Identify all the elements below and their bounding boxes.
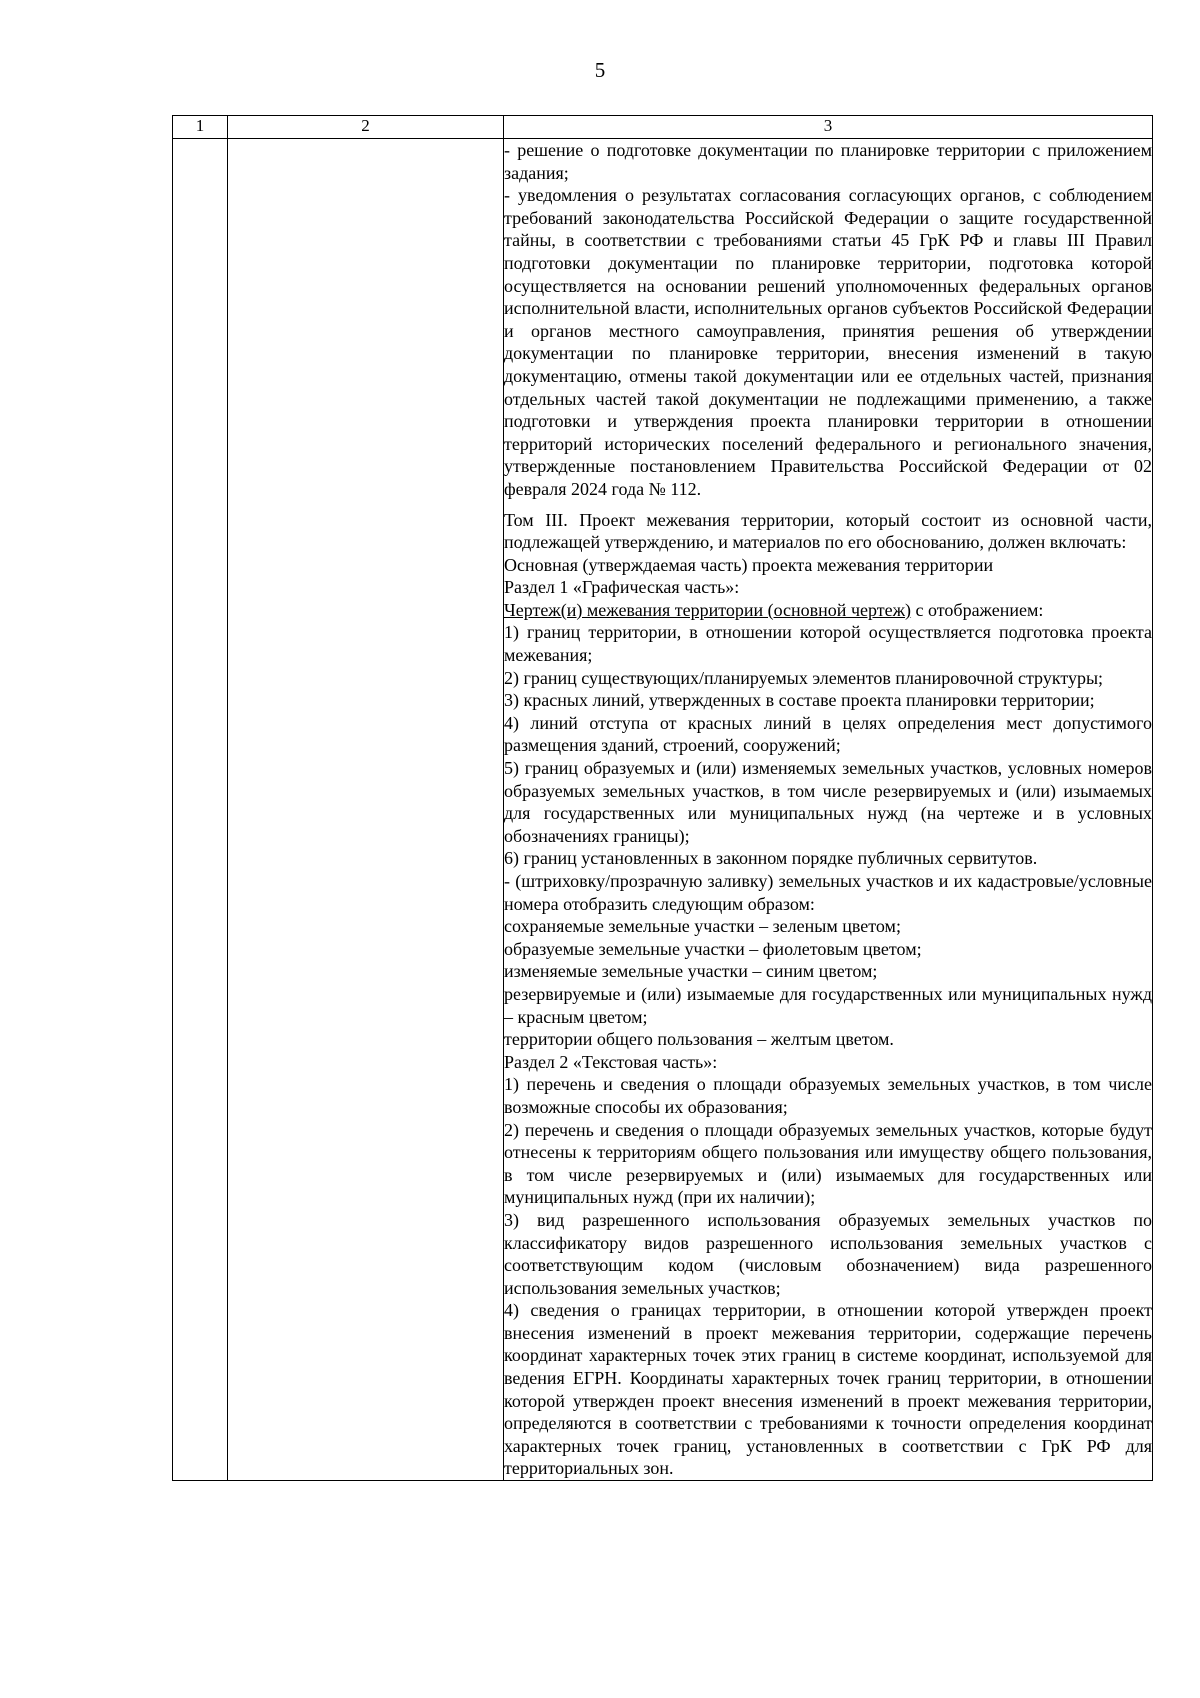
cell-col-1 xyxy=(173,139,228,1481)
list-item: сохраняемые земельные участки – зеленым цветом; xyxy=(504,916,901,937)
section-2-heading: Раздел 2 «Текстовая часть»: xyxy=(504,1051,718,1072)
volume-intro: Том III. Проект межевания территории, который состоит из основной части, подлежащей утверждению, и материалов по его обоснованию, должен включать: xyxy=(504,509,1152,553)
list-item: - решение о подготовке документации по планировке территории с приложением задания; xyxy=(504,140,1152,183)
documents-block xyxy=(504,139,1152,501)
list-item: 5) границ образуемых и (или) изменяемых земельных участков, условных номеров образуемых земельных участков, в том числе резервируемых и (или) изымаемых для государственных или муниципальных нужд (на чертеже и в условных обозначениях границы); xyxy=(504,758,1152,846)
list-item: 3) красных линий, утвержденных в составе проекта планировки территории; xyxy=(504,690,1095,711)
table-row xyxy=(173,139,1153,1481)
page-number: 5 xyxy=(594,58,606,82)
list-item: - уведомления о результатах согласования согласующих органов, с соблюдением требований законодательства Российской Федерации о защите государственной тайны, в соответствии с требованиями статьи 45 ГрК РФ и главы III Правил подготовки документации по планировке территории, подготовка которой осуществляется на основании решений уполномоченных федеральных органов исполнительной власти, исполнительных органов субъектов Российской Федерации и органов местного самоуправления, принятия решения об утверждении документации по планировке территории, внесения изменений в такую документацию, отмены такой документации или ее отдельных частей, признания отдельных частей такой документации не подлежащими применению, а также подготовки и утверждения проекта планировки территории в отношении территорий исторических поселений федерального и регионального значения, утвержденные постановлением Правительства Российской Федерации от 02 февраля 2024 года № 112. xyxy=(504,185,1152,499)
list-item: 2) границ существующих/планируемых элементов планировочной структуры; xyxy=(504,667,1104,688)
header-col-3: 3 xyxy=(504,116,1153,139)
list-item: 4) линий отступа от красных линий в целях определения мест допустимого размещения зданий, строений, сооружений; xyxy=(504,712,1152,756)
cell-col-3 xyxy=(504,139,1153,1481)
list-item: 2) перечень и сведения о площади образуемых земельных участков, которые будут отнесены к территориям общего пользования или имуществу общего пользования, в том числе резервируемых и (или) изымаемых для государственных или муниципальных нужд (при их наличии); xyxy=(504,1119,1152,1208)
requirements-table xyxy=(172,115,1153,1481)
header-col-2: 2 xyxy=(228,116,504,139)
list-item: - (штриховку/прозрачную заливку) земельных участков и их кадастровые/условные номера отобразить следующим образом: xyxy=(504,871,1152,914)
list-item: резервируемые и (или) изымаемые для государственных или муниципальных нужд – красным цветом; xyxy=(504,983,1152,1027)
drawing-rest: с отображением: xyxy=(911,599,1044,620)
main-part-heading: Основная (утверждаемая часть) проекта межевания территории xyxy=(504,554,994,575)
list-item: изменяемые земельные участки – синим цветом; xyxy=(504,961,878,982)
drawing-title: Чертеж(и) межевания территории (основной чертеж) xyxy=(504,599,912,620)
volume-iii-block xyxy=(504,509,1152,1481)
list-item: 1) перечень и сведения о площади образуемых земельных участков, в том числе возможные способы их образования; xyxy=(504,1074,1152,1117)
list-item: 3) вид разрешенного использования образуемых земельных участков по классификатору видов разрешенного использования земельных участков с соответствующим кодом (числовым обозначением) вида разрешенного использования земельных участков; xyxy=(504,1209,1152,1298)
list-item: территории общего пользования – желтым цветом. xyxy=(504,1029,894,1050)
list-item: 1) границ территории, в отношении которой осуществляется подготовка проекта межевания; xyxy=(504,622,1152,666)
list-item: 4) сведения о границах территории, в отношении которой утвержден проект внесения изменений в проект межевания территории, содержащие перечень координат характерных точек этих границ в системе координат, используемой для ведения ЕГРН. Координаты характерных точек границ территории, в отношении которой утвержден проект внесения изменений в проект межевания территории, определяются в соответствии с требованиями к точности определения координат характерных точек границ, установленных в соответствии с ГрК РФ для территориальных зон. xyxy=(504,1300,1152,1479)
drawing-line xyxy=(504,599,1152,622)
header-col-1: 1 xyxy=(173,116,228,139)
cell-col-2 xyxy=(228,139,504,1481)
section-1-heading: Раздел 1 «Графическая часть»: xyxy=(504,577,740,598)
list-item: 6) границ установленных в законном порядке публичных сервитутов. xyxy=(504,848,1038,869)
table-header-row xyxy=(173,116,1153,139)
list-item: образуемые земельные участки – фиолетовым цветом; xyxy=(504,938,922,959)
